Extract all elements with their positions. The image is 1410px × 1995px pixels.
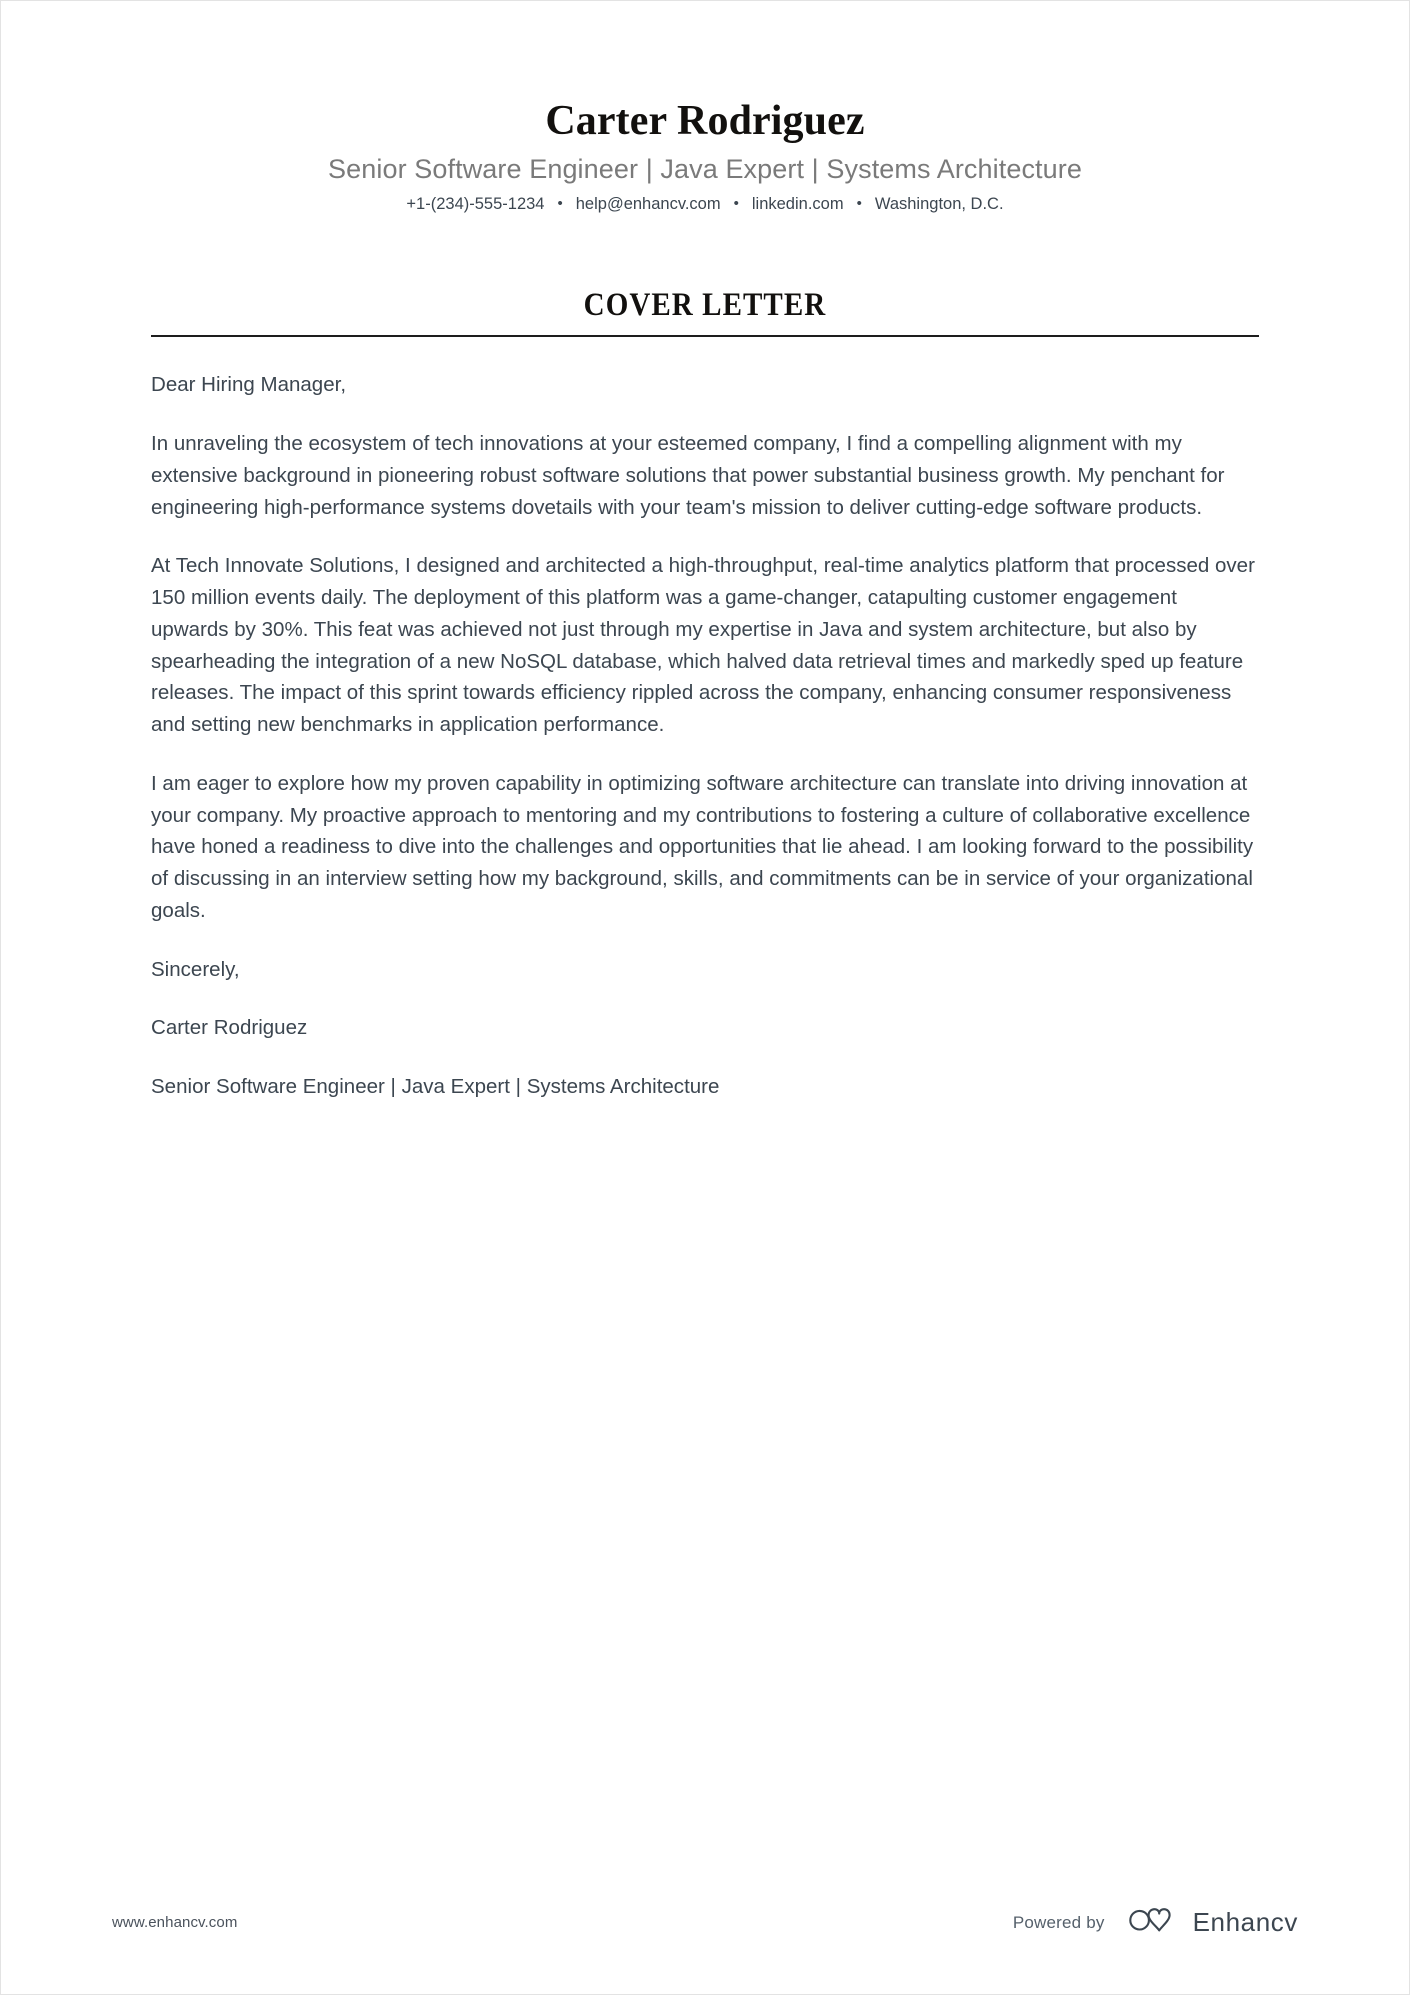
letter-salutation: Dear Hiring Manager, [151, 373, 347, 397]
letter-signature-name: Carter Rodriguez [151, 1016, 308, 1040]
letter-signature-title: Senior Software Engineer | Java Expert | Systems Architecture [151, 1075, 720, 1099]
letter-paragraph: I am eager to explore how my proven capability in optimizing software architecture can translate into driving innovation at your company. My proactive approach to mentoring and my contributions to fostering a culture of collaborative excellence have honed a readiness to dive into the challenges and opportunities that lie ahead. I am looking forward to the possibility of discussing in an interview setting how my background, skills, and commitments can be in service of your organizational goals. [151, 771, 1254, 922]
candidate-headline: Senior Software Engineer | Java Expert | Systems Architecture [328, 154, 1082, 185]
powered-by-label: Powered by [1012, 1912, 1105, 1932]
section-title: COVER LETTER [583, 287, 827, 324]
letter-body [151, 337, 1259, 1103]
letter-paragraph: At Tech Innovate Solutions, I designed and architected a high-throughput, real-time analytics platform that processed over 150 million events daily. The deployment of this platform was a game-changer, catapulting customer engagement upwards by 30%. This feat was achieved not just through my expertise in Java and system architecture, but also by spearheading the integration of a new NoSQL database, which halved data retrieval times and markedly sped up feature releases. The impact of this sprint towards efficiency rippled across the company, enhancing consumer responsiveness and setting new benchmarks in application performance. [151, 554, 1255, 737]
enhancv-logo-icon [1127, 1906, 1179, 1939]
contact-separator-icon: • [733, 195, 739, 212]
contact-location: Washington, D.C. [874, 194, 1004, 213]
enhancv-wordmark: Enhancv [1192, 1907, 1298, 1937]
contact-phone: +1-(234)-555-1234 [406, 194, 545, 213]
contact-email[interactable]: help@enhancv.com [575, 194, 721, 213]
enhancv-brand [1127, 1906, 1298, 1939]
letter-paragraph: In unraveling the ecosystem of tech innovations at your esteemed company, I find a compelling alignment with my extensive background in pioneering robust software solutions that power substantial business growth. My penchant for engineering high-performance systems dovetails with your team's mission to deliver cutting-edge software products. [151, 431, 1225, 519]
footer-branding [1013, 1906, 1298, 1939]
contact-separator-icon: • [557, 195, 563, 212]
letter-closing: Sincerely, [151, 957, 240, 981]
contact-separator-icon: • [856, 195, 862, 212]
contact-row [0, 194, 1410, 215]
document-footer [0, 1906, 1410, 1939]
contact-linkedin[interactable]: linkedin.com [751, 194, 844, 213]
document-header [0, 0, 1410, 215]
footer-website-url[interactable]: www.enhancv.com [112, 1914, 238, 1931]
section-header [151, 215, 1259, 337]
candidate-name: Carter Rodriguez [545, 98, 865, 144]
